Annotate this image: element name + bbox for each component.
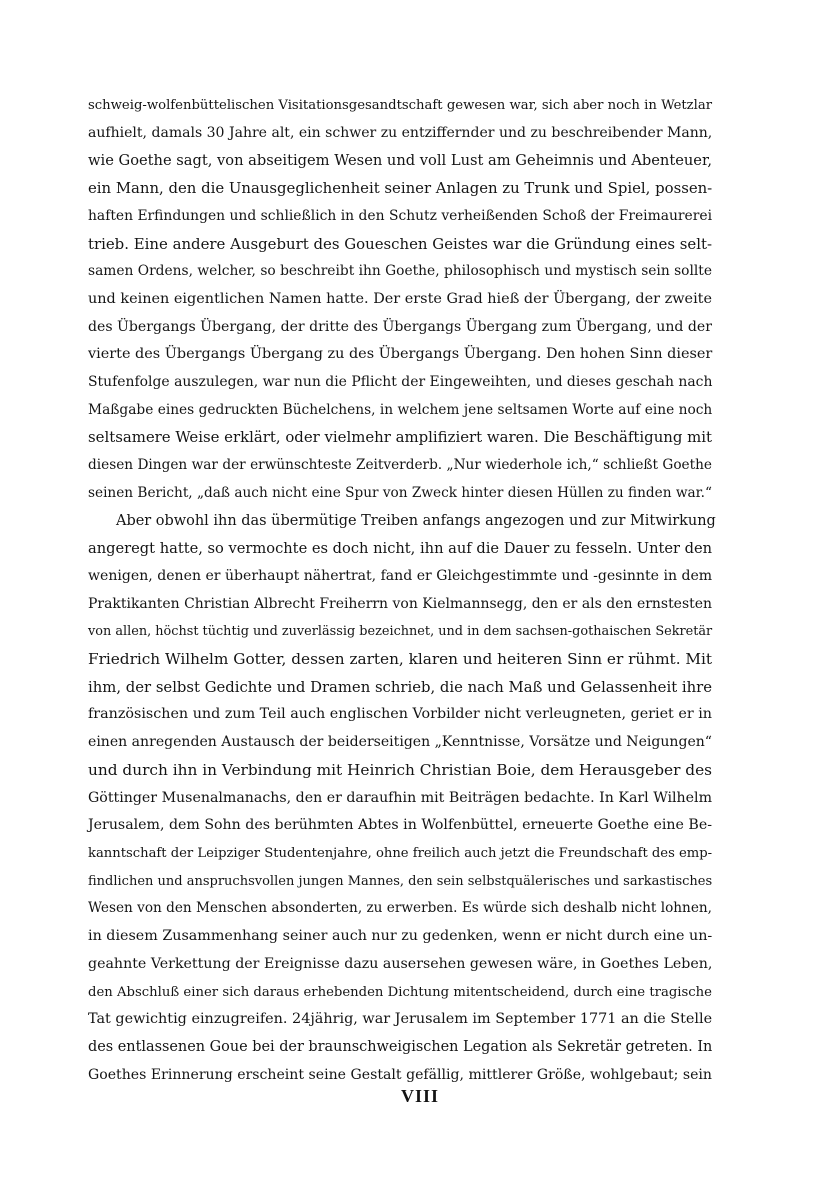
text-line: des entlassenen Goue bei der braunschweigischen Legation als Sekretär getreten. In (88, 1038, 713, 1055)
text-line: Maßgabe eines gedruckten Büchelchens, in welchem jene seltsamen Worte auf eine noch (88, 401, 713, 418)
text-line: haften Erfindungen und schließlich in den Schutz verheißenden Schoß der Freimaurerei (88, 207, 712, 224)
text-line: findlichen und anspruchsvollen jungen Mannes, den sein selbstquälerisches und sarkastisches (88, 873, 713, 889)
text-line: Aber obwohl ihn das übermütige Treiben anfangs angezogen und zur Mitwirkung (116, 512, 716, 529)
paragraph-1 (88, 92, 712, 508)
text-line: und durch ihn in Verbindung mit Heinrich Christian Boie, dem Herausgeber des (88, 760, 712, 779)
text-line: Tat gewichtig einzugreifen. 24jährig, war Jerusalem im September 1771 an die Stelle (88, 1011, 713, 1028)
page-number: VIII (400, 1086, 439, 1106)
text-line: diesen Dingen war der erwünschteste Zeitverderb. „Nur wiederhole ich,“ schließt Goethe (88, 457, 712, 474)
text-line: des Übergangs Übergang, der dritte des Übergangs Übergang zum Übergang, und der (88, 318, 712, 335)
page-body (88, 92, 716, 1089)
text-line: einen anregenden Austausch der beiderseitigen „Kenntnisse, Vorsätze und Neigungen“ (88, 734, 712, 751)
text-line: seltsamere Weise erklärt, oder vielmehr amplifiziert waren. Die Beschäftigung mit (88, 428, 713, 447)
text-line: schweig-wolfenbüttelischen Visitationsgesandtschaft gewesen war, sich aber noch in Wetzlar (88, 98, 712, 113)
text-line: von allen, höchst tüchtig und zuverlässig bezeichnet, und in dem sachsen-gothaischen Sekretär (88, 624, 713, 640)
text-line: in diesem Zusammenhang seiner auch nur zu gedenken, wenn er nicht durch eine un- (88, 928, 713, 945)
text-line: samen Ordens, welcher, so beschreibt ihn Goethe, philosophisch und mystisch sein sollte (88, 263, 712, 280)
text-line: wenigen, denen er überhaupt nähertrat, fand er Gleichgestimmte und -gesinnte in dem (88, 567, 713, 584)
text-line: Praktikanten Christian Albrecht Freiherrn von Kielmannsegg, den er als den ernstesten (88, 595, 712, 612)
text-line: Stufenfolge auszulegen, war nun die Pflicht der Eingeweihten, und dieses geschah nach (88, 374, 713, 391)
text-line: wie Goethe sagt, von abseitigem Wesen und voll Lust am Geheimnis und Abenteuer, (88, 152, 712, 170)
text-line: seinen Bericht, „daß auch nicht eine Spur von Zweck hinter diesen Hüllen zu finden war.“ (88, 484, 712, 501)
text-line: den Abschluß einer sich daraus erhebenden Dichtung mitentscheidend, durch eine tragische (88, 984, 712, 1000)
text-line: kanntschaft der Leipziger Studentenjahre, ohne freilich auch jetzt die Freundschaft des emp- (88, 845, 713, 861)
text-line: Göttinger Musenalmanachs, den er daraufhin mit Beiträgen bedachte. In Karl Wilhelm (88, 789, 712, 806)
text-line: Jerusalem, dem Sohn des berühmten Abtes in Wolfenbüttel, erneuerte Goethe eine Be- (88, 817, 712, 834)
text-line: aufhielt, damals 30 Jahre alt, ein schwer zu entziffernder und zu beschreibender Mann, (88, 124, 713, 141)
text-line: vierte des Übergangs Übergang zu des Übergangs Übergang. Den hohen Sinn dieser (88, 346, 713, 363)
text-line: ihm, der selbst Gedichte und Dramen schrieb, die nach Maß und Gelassenheit ihre (88, 678, 712, 696)
text-line: ein Mann, den die Unausgeglichenheit seiner Anlagen zu Trunk und Spiel, possen- (88, 179, 713, 198)
paragraph-2 (88, 508, 716, 1090)
text-line: und keinen eigentlichen Namen hatte. Der erste Grad hieß der Übergang, der zweite (88, 290, 712, 307)
text-line: französischen und zum Teil auch englischen Vorbilder nicht verleugneten, geriet er in (88, 706, 712, 723)
text-line: angeregt hatte, so vermochte es doch nicht, ihn auf die Dauer zu fesseln. Unter den (88, 540, 713, 558)
text-line: Friedrich Wilhelm Gotter, dessen zarten, klaren und heiteren Sinn er rühmt. Mit (88, 650, 713, 669)
text-line: Wesen von den Menschen absonderten, zu erwerben. Es würde sich deshalb nicht lohnen, (88, 900, 712, 917)
text-line: geahnte Verkettung der Ereignisse dazu ausersehen gewesen wäre, in Goethes Leben, (88, 955, 713, 972)
text-line: Goethes Erinnerung erscheint seine Gestalt gefällig, mittlerer Größe, wohlgebaut; sein (88, 1066, 712, 1083)
text-line: trieb. Eine andere Ausgeburt des Goueschen Geistes war die Gründung eines selt- (88, 234, 712, 253)
